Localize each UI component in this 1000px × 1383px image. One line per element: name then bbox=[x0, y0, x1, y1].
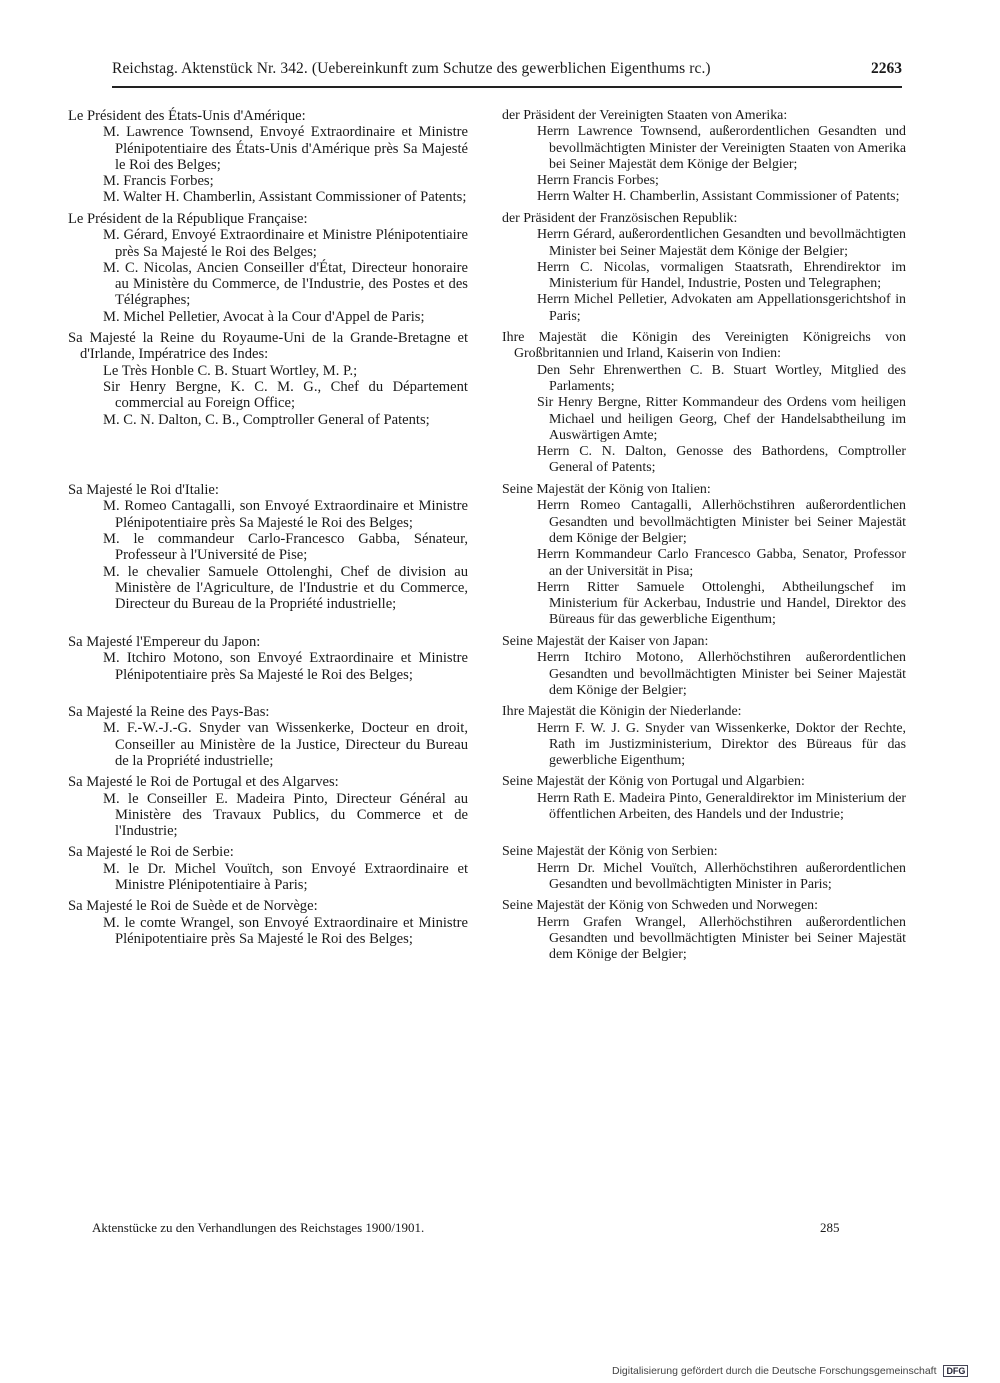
delegate-item: M. Gérard, Envoyé Extraordinaire et Ministre Plénipotentiaire près Sa Majesté le Roi des Belges; bbox=[103, 227, 468, 260]
delegate-item: Herrn Gérard, außerordentlichen Gesandten und bevollmächtigten Minister bei Seiner Majestät dem Könige der Belgier; bbox=[537, 227, 906, 259]
delegate-item: M. F.-W.-J.-G. Snyder van Wissenkerke, Docteur en droit, Conseiller au Ministère de la Justice, Directeur du Bureau de la Propriété industrielle; bbox=[103, 720, 468, 769]
delegate-list bbox=[502, 227, 906, 325]
delegate-item: Herrn Ritter Samuele Ottolenghi, Abtheilungschef im Ministerium für Ackerbau, Industrie und Handel, Direktor des Büreaus für das gewerbliche Eigenthum; bbox=[537, 579, 906, 628]
delegate-list bbox=[68, 791, 468, 840]
delegate-item: M. C. N. Dalton, C. B., Comptroller General of Patents; bbox=[103, 411, 430, 428]
delegate-list bbox=[68, 498, 468, 612]
delegate-list bbox=[502, 650, 906, 699]
sovereign-heading: Sa Majesté le Roi de Serbie: bbox=[68, 844, 234, 861]
delegate-item: M. le Dr. Michel Vouïtch, son Envoyé Extraordinaire et Ministre Plénipotentiaire à Paris; bbox=[103, 860, 468, 894]
delegate-list bbox=[502, 915, 906, 964]
delegate-item: Le Très Honble C. B. Stuart Wortley, M. P.; bbox=[103, 362, 358, 379]
delegate-list bbox=[68, 363, 468, 428]
delegate-item: M. Itchiro Motono, son Envoyé Extraordinaire et Ministre Plénipotentiaire près Sa Majesté le Roi des Belges; bbox=[103, 650, 468, 683]
delegate-list bbox=[68, 915, 468, 948]
delegate-item: M. le commandeur Carlo-Francesco Gabba, Sénateur, Professeur à l'Université de Pise; bbox=[103, 530, 468, 564]
delegate-list bbox=[502, 721, 906, 770]
header-rule bbox=[112, 86, 902, 88]
sovereign-entry bbox=[502, 704, 906, 769]
delegate-item: Den Sehr Ehrenwerthen C. B. Stuart Wortley, Mitglied des Parlaments; bbox=[537, 362, 906, 394]
sovereign-heading: Le Président des États-Unis d'Amérique: bbox=[68, 108, 306, 124]
sovereign-entry bbox=[502, 844, 906, 893]
page-header bbox=[112, 60, 902, 84]
digitization-text: Digitalisierung gefördert durch die Deutsche Forschungsgemeinschaft bbox=[612, 1365, 937, 1377]
sovereign-heading: Ihre Majestät die Königin der Niederlande: bbox=[502, 704, 742, 720]
digitization-note bbox=[612, 1365, 968, 1377]
delegate-item: M. Walter H. Chamberlin, Assistant Commissioner of Patents; bbox=[103, 189, 467, 206]
sovereign-entry bbox=[502, 482, 906, 629]
delegate-list bbox=[68, 650, 468, 683]
delegate-item: Herrn Rath E. Madeira Pinto, Generaldirektor im Ministerium der öffentlichen Arbeiten, des Handels und der Industrie; bbox=[537, 790, 906, 823]
delegate-item: M. Lawrence Townsend, Envoyé Extraordinaire et Ministre Plénipotentiaire des États-Unis d'Amérique près Sa Majesté le Roi des Belges; bbox=[103, 124, 468, 173]
sovereign-entry bbox=[502, 108, 906, 206]
sovereign-heading: Sa Majesté le Roi de Portugal et des Algarves: bbox=[68, 774, 339, 791]
delegate-item: M. le Conseiller E. Madeira Pinto, Directeur Général au Ministère des Travaux Publics, du Commerce et de l'Industrie; bbox=[103, 790, 468, 840]
sovereign-heading: Sa Majesté l'Empereur du Japon: bbox=[68, 634, 261, 651]
sovereign-heading: der Präsident der Vereinigten Staaten von Amerika: bbox=[502, 108, 788, 123]
delegate-item: M. Michel Pelletier, Avocat à la Cour d'Appel de Paris; bbox=[103, 308, 425, 325]
delegate-item: Herrn Grafen Wrangel, Allerhöchstihren außerordentlichen Gesandten und bevollmächtigten Minister bei Seiner Majestät dem Könige der Belgier; bbox=[537, 914, 906, 963]
sovereign-entry bbox=[68, 330, 468, 477]
delegate-item: Herrn Francis Forbes; bbox=[537, 173, 659, 189]
delegate-list bbox=[502, 498, 906, 628]
delegate-list bbox=[502, 791, 906, 824]
sovereign-heading: Seine Majestät der König von Italien: bbox=[502, 482, 711, 498]
footer-source: Aktenstücke zu den Verhandlungen des Reichstages 1900/1901. bbox=[92, 1220, 425, 1235]
sovereign-entry bbox=[68, 898, 468, 963]
delegate-item: Herrn Itchiro Motono, Allerhöchstihren außerordentlichen Gesandten und bevollmächtigten Minister bei Seiner Majestät dem Könige der Belgier; bbox=[537, 650, 906, 698]
sovereign-heading: Seine Majestät der Kaiser von Japan: bbox=[502, 634, 709, 650]
sovereign-heading: Sa Majesté le Roi de Suède et de Norvège: bbox=[68, 898, 318, 915]
sovereign-entry bbox=[68, 844, 468, 893]
sovereign-entry bbox=[502, 330, 906, 477]
sovereign-entry bbox=[502, 211, 906, 325]
delegate-item: Herrn Walter H. Chamberlin, Assistant Commissioner of Patents; bbox=[537, 189, 900, 205]
sovereign-entry bbox=[68, 704, 468, 769]
sovereign-entry bbox=[68, 634, 468, 699]
sovereign-entry bbox=[68, 211, 468, 325]
delegate-item: Herrn Michel Pelletier, Advokaten am Appellationsgerichtshof in Paris; bbox=[537, 292, 906, 324]
delegate-list bbox=[502, 861, 906, 894]
sovereign-entry bbox=[68, 482, 468, 629]
delegate-list bbox=[68, 720, 468, 769]
delegate-item: Herrn C. Nicolas, vormaligen Staatsrath, Ehrendirektor im Ministerium für Handel, Industrie, Posten und Telegraphen; bbox=[537, 259, 906, 292]
sovereign-heading: Seine Majestät der König von Serbien: bbox=[502, 844, 718, 860]
sovereign-heading: Ihre Majestät die Königin des Vereinigten Königreichs von Großbritannien und Irland, Kaiserin von Indien: bbox=[502, 330, 906, 362]
sovereign-heading: Sa Majesté le Roi d'Italie: bbox=[68, 482, 219, 499]
footer-sheet-number: 285 bbox=[820, 1220, 840, 1235]
delegate-item: M. le comte Wrangel, son Envoyé Extraordinaire et Ministre Plénipotentiaire près Sa Majesté le Roi des Belges; bbox=[103, 914, 468, 948]
french-column bbox=[68, 108, 468, 968]
delegate-item: M. Francis Forbes; bbox=[103, 173, 214, 190]
sovereign-entry bbox=[502, 898, 906, 963]
delegate-list bbox=[68, 124, 468, 205]
german-column bbox=[502, 108, 906, 969]
delegate-item: Herrn Romeo Cantagalli, Allerhöchstihren außerordentlichen Gesandten und bevollmächtigten Minister bei Seiner Majestät dem Könige der Belgier; bbox=[537, 498, 906, 546]
sovereign-entry bbox=[502, 774, 906, 839]
delegate-list bbox=[68, 227, 468, 325]
delegate-item: M. C. Nicolas, Ancien Conseiller d'État, Directeur honoraire au Ministère du Commerce, de l'Industrie, des Postes et des Télégraphes; bbox=[103, 259, 468, 309]
running-title: Reichstag. Aktenstück Nr. 342. (Uebereinkunft zum Schutze des gewerblichen Eigenthums rc.) bbox=[112, 60, 711, 77]
sovereign-heading: Sa Majesté la Reine du Royaume-Uni de la Grande-Bretagne et d'Irlande, Impératrice des Indes: bbox=[68, 330, 468, 363]
sovereign-heading: Seine Majestät der König von Schweden und Norwegen: bbox=[502, 898, 818, 914]
page-number: 2263 bbox=[871, 60, 902, 77]
sovereign-heading: Le Président de la République Française: bbox=[68, 211, 308, 227]
dfg-logo-icon: DFG bbox=[943, 1365, 968, 1377]
sovereign-heading: Sa Majesté la Reine des Pays-Bas: bbox=[68, 704, 270, 721]
delegate-item: Herrn Dr. Michel Vouïtch, Allerhöchstihren außerordentlichen Gesandten und bevollmächtigten Minister in Paris; bbox=[537, 860, 906, 893]
delegate-item: Herrn Lawrence Townsend, außerordentlichen Gesandten und bevollmächtigten Minister der Vereinigten Staaten von Amerika bei Seiner Majestät dem Könige der Belgier; bbox=[537, 124, 906, 172]
delegate-item: Sir Henry Bergne, Ritter Kommandeur des Ordens vom heiligen Michael und heiligen Georg, Chef der Handelsabtheilung im Auswärtigen Amte; bbox=[537, 395, 906, 443]
sovereign-entry bbox=[68, 774, 468, 839]
delegate-item: Sir Henry Bergne, K. C. M. G., Chef du Département commercial au Foreign Office; bbox=[103, 378, 468, 412]
sovereign-heading: der Präsident der Französischen Republik: bbox=[502, 211, 738, 226]
delegate-item: Herrn Kommandeur Carlo Francesco Gabba, Senator, Professor an der Universität in Pisa; bbox=[537, 547, 906, 579]
delegate-item: Herrn F. W. J. G. Snyder van Wissenkerke, Doktor der Rechte, Rath im Justizministerium, Direktor des Büreaus für das gewerbliche Eigenthum; bbox=[537, 720, 906, 769]
sovereign-entry bbox=[502, 634, 906, 699]
sovereign-heading: Seine Majestät der König von Portugal und Algarbien: bbox=[502, 774, 805, 790]
delegate-list bbox=[502, 124, 906, 205]
delegate-list bbox=[502, 363, 906, 477]
delegate-list bbox=[68, 861, 468, 894]
delegate-item: M. Romeo Cantagalli, son Envoyé Extraordinaire et Ministre Plénipotentiaire près Sa Majesté le Roi des Belges; bbox=[103, 498, 468, 531]
sovereign-entry bbox=[68, 108, 468, 206]
delegate-item: Herrn C. N. Dalton, Genosse des Bathordens, Comptroller General of Patents; bbox=[537, 444, 906, 476]
delegate-item: M. le chevalier Samuele Ottolenghi, Chef de division au Ministère de l'Agriculture, de l'Industrie et du Commerce, Directeur du Bureau de la Propriété industrielle; bbox=[103, 563, 468, 613]
